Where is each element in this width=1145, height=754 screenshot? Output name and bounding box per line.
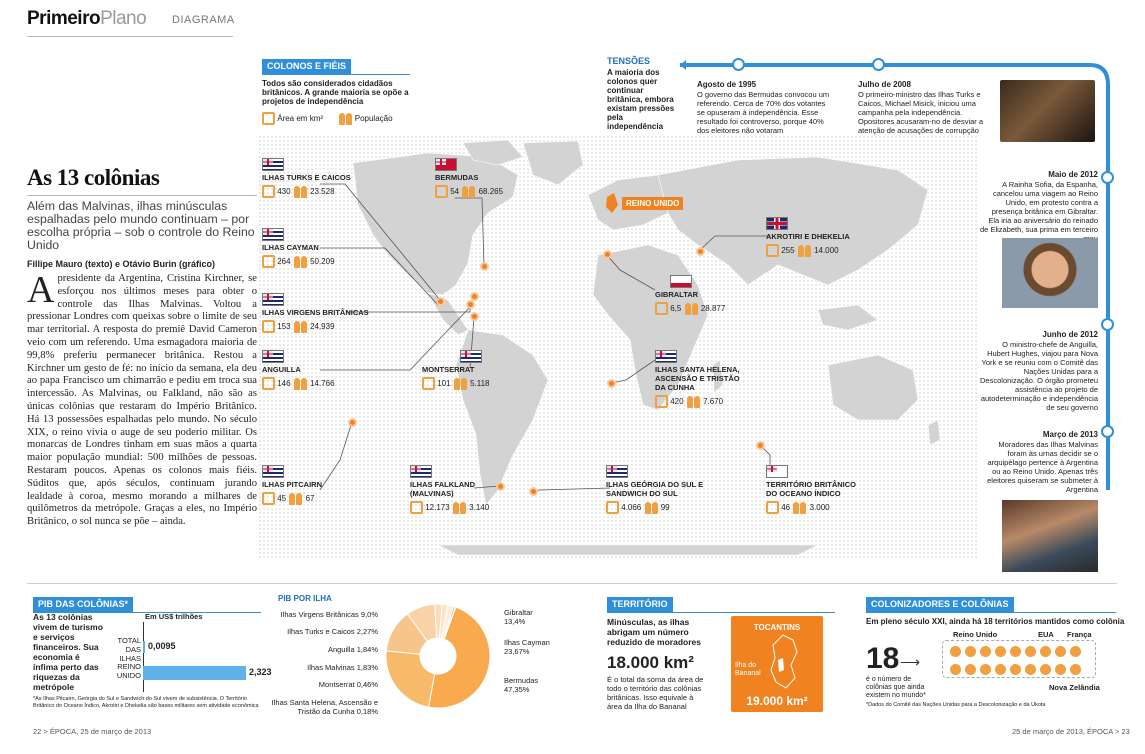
colony-dot: [1040, 646, 1051, 657]
dot-bermudas: [480, 262, 489, 271]
article-title: As 13 colônias: [27, 165, 160, 190]
dot-santa-helena: [607, 379, 616, 388]
colony-area: 101: [437, 379, 451, 388]
flag-icon: [606, 465, 628, 478]
legend-pop: População: [354, 114, 393, 123]
territorio-big: 18.000 km²: [607, 653, 694, 672]
area-icon: [766, 501, 779, 514]
colony-gibraltar: [655, 275, 725, 315]
area-icon: [262, 185, 275, 198]
timeline-date: Junho de 2012: [1042, 330, 1098, 339]
colony-pop: 14.000: [814, 246, 839, 255]
colony-dot: [1010, 664, 1021, 675]
pie-label: Ilhas Turks e Caicos 2,27%: [287, 627, 378, 636]
label-eua: EUA: [1038, 630, 1054, 639]
pib-colonias-text: As 13 colônias vivem de turismo e serviços financeiros. Sua economia é ínfima perto das riquezas da metrópole: [33, 612, 103, 692]
colony-area: 146: [277, 379, 291, 388]
brand-part-a: Primeiro: [27, 8, 101, 29]
colony-pop: 99: [660, 503, 670, 512]
population-icon: [453, 377, 468, 390]
colony-area: 420: [670, 397, 684, 406]
pib-unit: Em US$ trilhões: [145, 612, 203, 621]
label-nova-zelandia: Nova Zelândia: [1049, 683, 1100, 692]
pie-label: Anguilla 1,84%: [327, 645, 378, 654]
colony-montserrat: [422, 350, 490, 390]
pie-label-bermudas: Bermudas 47,35%: [504, 676, 539, 694]
population-icon: [293, 320, 308, 333]
flag-icon: [435, 158, 457, 171]
colony-name: ILHAS FALKLAND (MALVINAS): [410, 480, 475, 498]
colony-pop: 50.209: [310, 257, 335, 266]
population-icon: [293, 255, 308, 268]
colony-dot: [1055, 664, 1066, 675]
colony-name: ILHAS SANTA HELENA, ASCENSÃO E TRISTÃO DA CUNHA: [655, 365, 740, 392]
colony-pop: 3.000: [809, 503, 830, 512]
pie-label: Montserrat 0,46%: [318, 680, 378, 689]
colony-pop: 24.939: [310, 322, 335, 331]
colony-dot: [950, 664, 961, 675]
colony-bermudas: [435, 158, 503, 198]
colony-dot: [965, 646, 976, 657]
legend-area: Área em km²: [277, 114, 324, 123]
colony-cayman: [262, 228, 335, 268]
pie-label-cayman: Ilhas Cayman 23,67%: [504, 638, 550, 656]
map-value: 19.000 km²: [746, 694, 808, 708]
pib-colonias-box: [33, 594, 272, 709]
colony-turks-caicos: [262, 158, 351, 198]
area-icon: [435, 185, 448, 198]
colony-name: AKROTIRI E DHEKELIA: [766, 232, 850, 241]
reino-unido-label: REINO UNIDO: [622, 197, 683, 210]
dot-georgia: [529, 487, 538, 496]
colony-area: 6,5: [670, 304, 682, 313]
article-subtitle: Além das Malvinas, ilhas minúsculas espalhadas pelo mundo continuam – por escolha própria – sob o controle do Reino Unido: [27, 199, 255, 252]
tensoes-tag: TENSÕES: [607, 56, 651, 66]
footer-left: 22 > ÉPOCA, 25 de março de 2013: [33, 727, 152, 736]
area-icon: [655, 395, 668, 408]
colony-name: GIBRALTAR: [655, 290, 699, 299]
flag-icon: [655, 350, 677, 363]
colony-anguilla: [262, 350, 335, 390]
territorio-box: [607, 594, 835, 711]
colony-area: 255: [781, 246, 795, 255]
colony-pop: 14.766: [310, 379, 335, 388]
timeline-text: A Rainha Sofia, da Espanha, cancelou uma viagem ao Reino Unido, em protesto contra a presença britânica em Gibraltar. Ela iria ao aniversário do reinado de Elizabeth, sua prima em terceiro: [980, 180, 1098, 234]
flag-icon: [262, 465, 284, 478]
bar-value-ilhas: 0,0095: [148, 641, 176, 651]
timeline-date: Agosto de 1995: [697, 80, 757, 89]
colony-name: ILHAS PITCAIRN: [262, 480, 322, 489]
area-icon: [766, 244, 779, 257]
bar-reino-unido: [143, 666, 246, 680]
colony-name: ANGUILLA: [262, 365, 301, 374]
colony-dot: [1070, 664, 1081, 675]
pib-ilha-box: [271, 594, 578, 722]
colony-dot: [995, 646, 1006, 657]
area-icon: [262, 492, 275, 505]
colony-name: BERMUDAS: [435, 173, 479, 182]
tocantins-map: [731, 616, 823, 712]
colony-pop: 23.528: [310, 187, 335, 196]
timeline-text: Moradores das Ilhas Malvinas foram às urnas decidir se o arquipélago pertence à Argentina ou ao Reino Unido. Apenas três eleitores quiseram se submeter à Argentina: [987, 440, 1098, 494]
timeline-text: O ministro-chefe de Anguilla, Hubert Hughes, viajou para Nova York e se reuniu com o Comitê das Nações Unidas para a Descolonização. O órgão prometeu assistência ao projeto de autodeterminação e independência de seu governo: [980, 340, 1098, 412]
section-label: DIAGRAMA: [172, 14, 235, 26]
pib-axis: [143, 622, 144, 692]
flag-icon: [262, 293, 284, 306]
dot-akrotiri: [696, 247, 705, 256]
colony-area: 4.066: [621, 503, 642, 512]
colony-dot: [980, 646, 991, 657]
colonizadores-note: *Dados do Comitê das Nações Unidas para a Descolonização e da Ukota: [866, 702, 1046, 708]
colony-pop: 3.140: [469, 503, 490, 512]
flag-icon: [410, 465, 432, 478]
area-icon: [262, 255, 275, 268]
colonos-text: Todos são considerados cidadãos britânicos. A grande maioria se opõe a projetos de independência: [262, 79, 409, 106]
footer-right: 25 de março de 2013, ÉPOCA > 23: [1012, 727, 1130, 736]
colony-name: TERRITÓRIO BRITÂNICO DO OCEANO ÍNDICO: [766, 480, 856, 498]
area-icon: [606, 501, 619, 514]
colony-name: ILHAS TURKS E CAICOS: [262, 173, 351, 182]
colony-pop: 7.670: [703, 397, 724, 406]
colonies-dot-grid: [942, 640, 1096, 678]
label-franca: França: [1067, 630, 1092, 639]
colony-name: ILHAS VIRGENS BRITÂNICAS: [262, 308, 369, 317]
area-icon: [422, 377, 435, 390]
colony-dot: [1010, 646, 1021, 657]
territorio-desc: É o total da soma da área de todo o território das colônias britânicas. Isso equivale à área da Ilha do Bananal: [607, 675, 704, 711]
colony-name: MONTSERRAT: [422, 365, 475, 374]
brand-part-b: Plano: [100, 8, 147, 29]
dot-virgens: [470, 292, 479, 301]
byline: Fillipe Mauro (texto) e Otávio Burin (gráfico): [27, 259, 216, 269]
dot-turks-caicos: [436, 297, 445, 306]
colonizadores-text: Em pleno século XXI, ainda há 18 territórios mantidos como colônia: [866, 617, 1125, 626]
population-icon: [288, 492, 303, 505]
colony-dot: [1070, 646, 1081, 657]
area-icon: [262, 377, 275, 390]
pie-chart: [378, 600, 503, 712]
dot-montserrat: [470, 312, 479, 321]
pie-label: Ilhas Virgens Britânicas 9,0%: [280, 610, 378, 619]
colony-area: 46: [781, 503, 791, 512]
bottom-divider: [27, 583, 1117, 584]
population-icon: [293, 377, 308, 390]
timeline-date: Março de 2013: [1042, 430, 1098, 439]
bar-value-reino: 2,323: [249, 667, 272, 677]
pie-label: Ilhas Santa Helena, Ascensão e Tristão da Cunha 0,18%: [271, 698, 378, 716]
colony-virgens: [262, 293, 369, 333]
colony-dot: [995, 664, 1006, 675]
label-reino-unido: Reino Unido: [953, 630, 998, 639]
colonizadores-box: [866, 594, 1125, 708]
colonos-tag: COLONOS E FIÉIS: [262, 59, 351, 74]
population-icon: [797, 244, 812, 257]
population-icon: [684, 302, 699, 315]
tensoes-text: A maioria dos colonos quer continuar britânica, embora existam pressões pela independência: [607, 68, 675, 131]
bar-ilhas: [143, 641, 145, 653]
flag-icon: [262, 350, 284, 363]
dot-bioт: [756, 441, 765, 450]
timeline-text: O primeiro-ministro das Ilhas Turks e Caicos, Michael Misick, iniciou uma campanha pela independência. Opositores acusaram-no de desviar a atenção de acusações de corrupção: [858, 90, 984, 135]
colony-dot: [965, 664, 976, 675]
colony-name: ILHAS GEÓRGIA DO SUL E SANDWICH DO SUL: [606, 480, 704, 498]
colony-dot: [1040, 664, 1051, 675]
timeline-text: O governo das Bermudas convocou um referendo. Cerca de 70% dos votantes se opuseram à independência. Esse resultado foi controverso, porque 40% dos eleitores não votaram: [697, 90, 830, 135]
pib-note: *As Ilhas Pitcairn, Geórgia do Sul e Sandwich do Sul vivem de subsistência. O Território Britânico do Oceano Índico, Akrotiri e Dhekelia são bases militares sem atividade econômica: [33, 696, 259, 709]
territorio-text: Minúsculas, as ilhas abrigam um número reduzido de moradores: [607, 617, 701, 647]
colony-dot: [950, 646, 961, 657]
colony-pop: 67: [305, 494, 315, 503]
tocantins-shape: [731, 630, 823, 690]
flag-icon: [460, 350, 482, 363]
population-icon: [686, 395, 701, 408]
colony-akrotiri: [766, 217, 850, 257]
colony-area: 430: [277, 187, 291, 196]
colony-dot: [1055, 646, 1066, 657]
bar-label-reino: REINO UNIDO: [116, 662, 141, 680]
territorio-tag: TERRITÓRIO: [607, 597, 673, 612]
flag-icon: [766, 465, 788, 478]
colony-area: 12.173: [425, 503, 450, 512]
bar-label-ilhas: TOTAL DAS ILHAS: [117, 636, 141, 663]
colony-georgia: [606, 465, 706, 514]
colony-pop: 5.118: [470, 379, 490, 388]
map-island-label: Ilha do Bananal: [735, 662, 761, 677]
colony-pop: 28.877: [700, 304, 726, 313]
colony-dot: [1025, 664, 1036, 675]
colony-area: 54: [450, 187, 460, 196]
timeline-date: Julho de 2008: [858, 80, 911, 89]
area-icon: [262, 320, 275, 333]
map-state-label: TOCANTINS: [753, 623, 801, 632]
colony-pitcairn: [262, 465, 322, 505]
pie-label-gibraltar: Gibraltar 13,4%: [504, 608, 533, 626]
dot-pitcairn: [348, 418, 357, 427]
article-body-text: presidente da Argentina, Cristina Kirchner, se esforçou nos últimos meses para obter o controle das Ilhas Malvinas. Voltou a pressionar Londres com queixas sobre o limite de seu mar territorial. A resposta do premiê David Cameron veio com um referendo. Uma esmagadora maioria de 99,8% preferiu permanecer britânica. Restou a Kirchner um gesto de fé: no início da semana, ela deu ao papa Francisco um chimarrão e pediu em troca sua intercessão. As Malvinas, ou Falkland, não são as únicas colônias que restaram do Império Britânico. Há 13 possessões espalhadas pelo mundo. No século XIX, o reino vivia o auge de seu poderio militar. Os monarcas de Londres tinham em suas mãos a quarta maior população mundial: 500 milhões de pessoas. Restaram poucos. Apenas os colonos mais fiéis. Súditos que, após séculos, continuam jurando lealdade à coroa, mesmo morando a milhares de quilômetros da metrópole. Graças a eles, no Império Britânico, o sol nunca se põe – ainda.: [27, 273, 257, 528]
population-icon: [792, 501, 807, 514]
colonizadores-desc: é o número de colônias que ainda existem no mundo*: [866, 676, 926, 699]
colony-area: 264: [277, 257, 291, 266]
flag-icon: [262, 228, 284, 241]
colonizadores-tag: COLONIZADORES E COLÔNIAS: [866, 597, 1014, 612]
colony-falkland: [410, 465, 490, 514]
colony-name: ILHAS CAYMAN: [262, 243, 319, 252]
colony-pop: 68.265: [478, 187, 504, 196]
colonizadores-big: 18: [866, 642, 900, 675]
area-icon: [655, 302, 668, 315]
dot-gibraltar: [603, 250, 612, 259]
colony-bioт: [766, 465, 856, 514]
dropcap: A: [27, 269, 55, 311]
population-icon: [644, 501, 659, 514]
dot-falkland: [496, 482, 505, 491]
area-icon: [410, 501, 423, 514]
flag-icon: [670, 275, 692, 288]
colony-area: 45: [277, 494, 287, 503]
population-icon: [452, 501, 467, 514]
pie-slice-ilhas-cayman: [386, 651, 435, 707]
timeline-date: Maio de 2012: [1048, 170, 1098, 179]
colony-dot: [980, 664, 991, 675]
flag-icon: [262, 158, 284, 171]
population-icon: [461, 185, 476, 198]
arrow-right-icon: ⟶: [900, 654, 921, 670]
colony-dot: [1025, 646, 1036, 657]
pib-colonias-tag: PIB DAS COLÔNIAS*: [33, 597, 133, 612]
pib-ilha-tag: PIB POR ILHA: [278, 594, 332, 603]
flag-icon: [766, 217, 788, 230]
dot-cayman: [466, 300, 475, 309]
colony-santa-helena: [655, 350, 750, 408]
population-icon: [293, 185, 308, 198]
pie-label: Ilhas Malvinas 1,83%: [307, 663, 378, 672]
colony-area: 153: [277, 322, 291, 331]
